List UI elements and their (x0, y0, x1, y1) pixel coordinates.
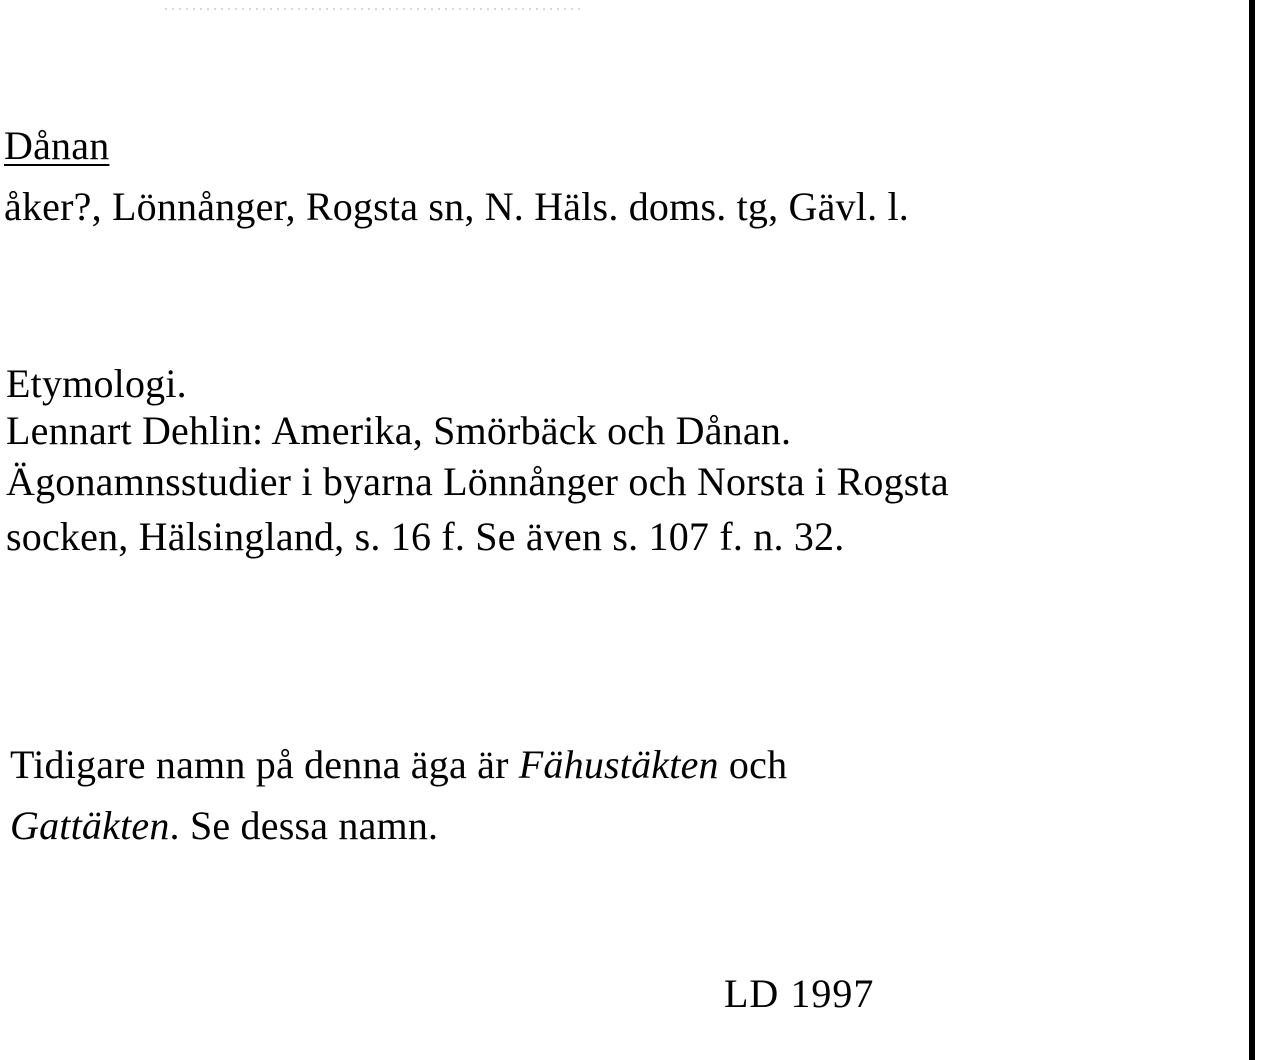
page-edge-border (1249, 0, 1255, 1060)
entry-place-description: åker?, Lönnånger, Rogsta sn, N. Häls. doms. tg, Gävl. l. (4, 184, 909, 229)
etymology-reference-line-3: socken, Hälsingland, s. 16 f. Se även s. 107 f. n. 32. (6, 514, 845, 559)
etymology-reference-line-2: Ägonamnsstudier i byarna Lönnånger och Norsta i Rogsta (6, 459, 949, 504)
note-line-2 (10, 802, 438, 850)
note-name-gattakten: Gattäkten (10, 803, 170, 848)
etymology-reference-line-1: Lennart Dehlin: Amerika, Smörbäck och Dånan. (6, 408, 792, 453)
note-text: . Se dessa namn. (169, 803, 439, 848)
etymology-heading: Etymologi. (6, 361, 187, 406)
note-text: och (718, 742, 788, 787)
scan-artifact (165, 8, 585, 10)
note-line-1 (10, 741, 787, 789)
note-text: Tidigare namn på denna äga är (10, 742, 519, 787)
note-name-fahustakten: Fähustäkten (518, 742, 719, 787)
author-signature: LD 1997 (724, 971, 875, 1016)
entry-headword: Dånan (4, 123, 110, 168)
